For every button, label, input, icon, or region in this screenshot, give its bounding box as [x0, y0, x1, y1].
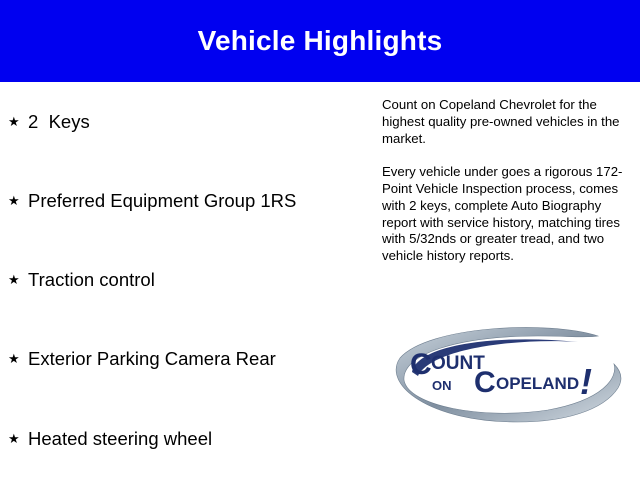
logo-opeland: OPELAND	[496, 374, 580, 393]
logo-c-copeland: C	[474, 366, 496, 399]
count-on-copeland-logo	[388, 326, 628, 426]
feature-label: Exterior Parking Camera Rear	[28, 348, 276, 369]
feature-label: Heated steering wheel	[28, 428, 213, 449]
logo-ount: OUNT	[431, 353, 485, 374]
logo-c-count: C	[410, 348, 432, 381]
logo-exclamation: !	[580, 361, 592, 402]
list-item	[8, 110, 90, 134]
logo-on: ON	[432, 378, 452, 393]
promo-paragraph: Every vehicle under goes a rigorous 172-Point Vehicle Inspection process, comes with 2 keys, complete Auto Biography report with service history, matching tires with 5/32nds or greater tread, and two vehicle history reports.	[382, 164, 623, 264]
list-item	[8, 427, 212, 451]
list-item	[8, 189, 296, 213]
promo-text	[382, 97, 634, 282]
feature-label: 2 Keys	[28, 111, 90, 132]
star-icon: ★	[8, 272, 20, 287]
star-icon: ★	[8, 114, 20, 129]
list-item	[8, 347, 276, 371]
list-item	[8, 268, 155, 292]
star-icon: ★	[8, 193, 20, 208]
promo-paragraph: Count on Copeland Chevrolet for the highest quality pre-owned vehicles in the market.	[382, 97, 620, 146]
star-icon: ★	[8, 431, 20, 446]
page-title: Vehicle Highlights	[197, 25, 443, 56]
header-banner	[0, 0, 640, 82]
star-icon: ★	[8, 351, 20, 366]
feature-label: Traction control	[28, 269, 155, 290]
feature-label: Preferred Equipment Group 1RS	[28, 190, 297, 211]
